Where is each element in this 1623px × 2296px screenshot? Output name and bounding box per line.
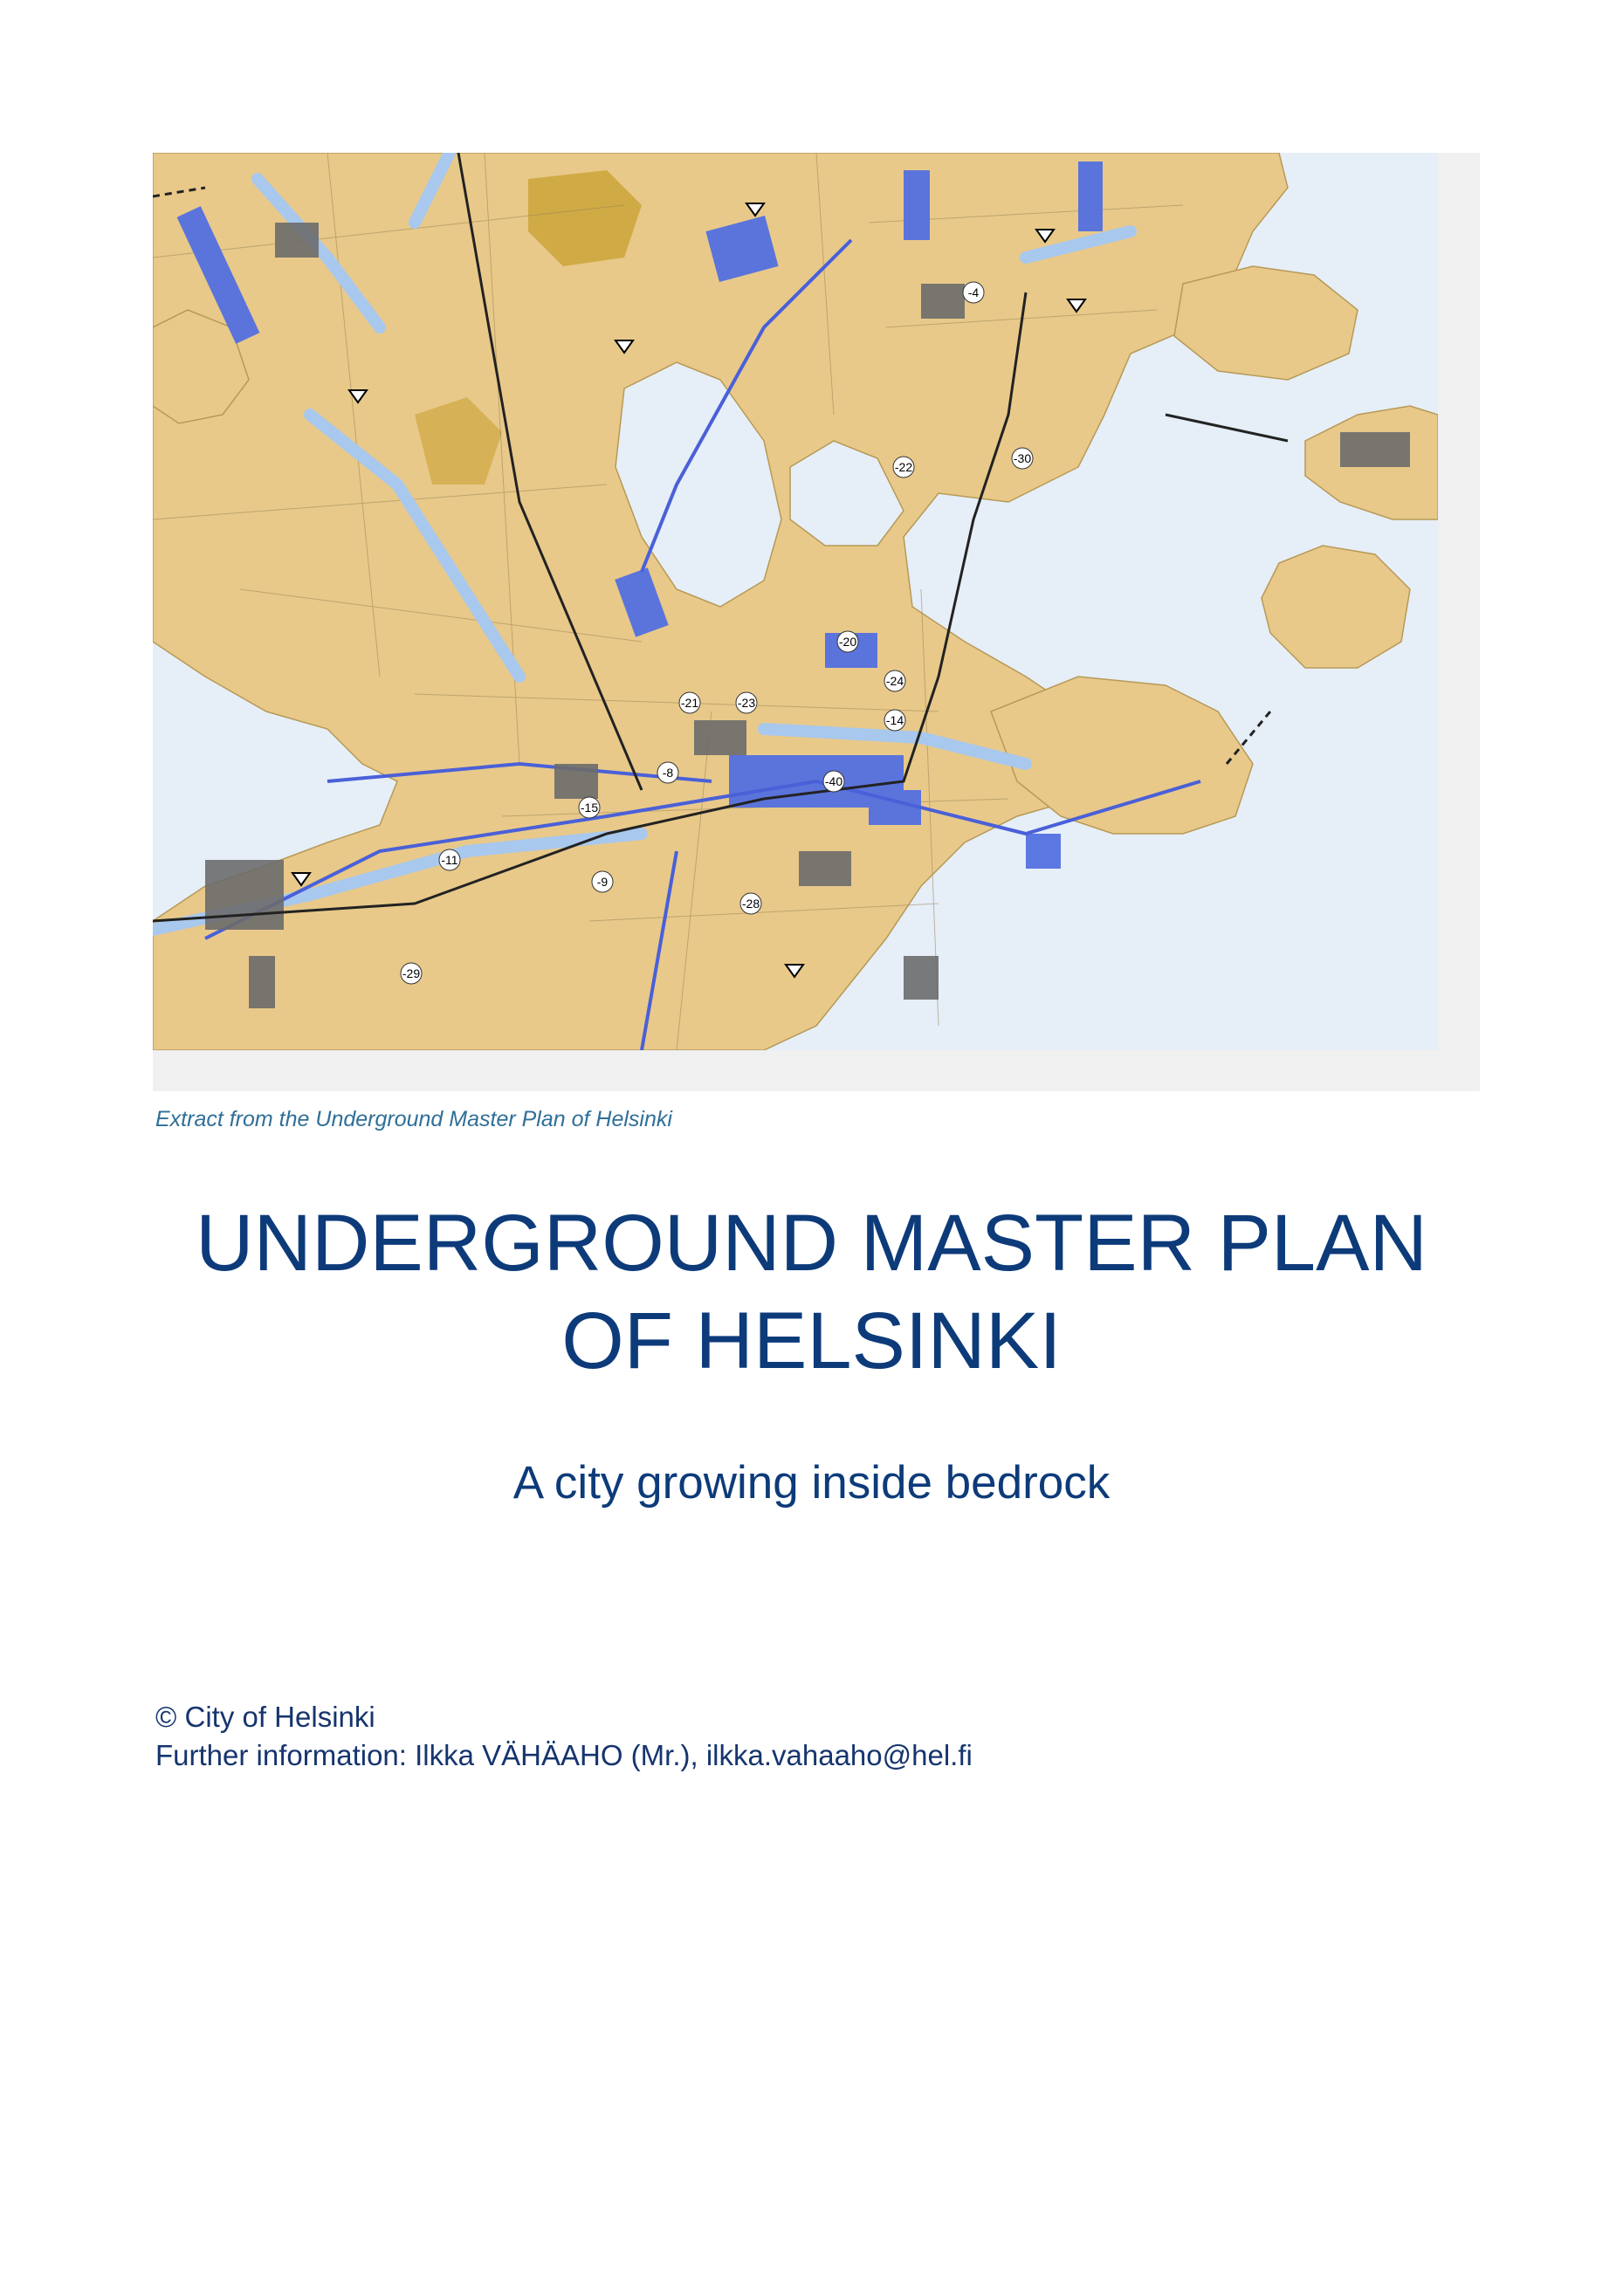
depth-label: -8 <box>662 766 674 780</box>
document-title <box>0 1194 1623 1390</box>
depth-label: -22 <box>894 460 913 474</box>
depth-label: -9 <box>596 875 609 889</box>
underground-map-image <box>153 153 1438 1050</box>
depth-label: -15 <box>580 801 599 815</box>
depth-label: -23 <box>737 696 756 710</box>
depth-label: -20 <box>838 635 857 649</box>
document-subtitle: A city growing inside bedrock <box>512 1457 1111 1509</box>
depth-label: -14 <box>885 713 904 727</box>
depth-label: -29 <box>402 966 421 980</box>
copyright-text: © City of Helsinki <box>155 1701 375 1733</box>
map-figure <box>153 153 1480 1091</box>
depth-label: -11 <box>441 853 458 867</box>
title-line-1: UNDERGROUND MASTER PLAN <box>196 1199 1427 1288</box>
footer-block <box>155 1698 973 1775</box>
title-line-2: OF HELSINKI <box>561 1296 1062 1385</box>
map-caption: Extract from the Underground Master Plan of Helsinki <box>155 1107 672 1131</box>
depth-label: -30 <box>1013 451 1032 465</box>
depth-label: -24 <box>885 674 904 688</box>
depth-label: -28 <box>741 897 760 911</box>
depth-label: -40 <box>824 774 843 788</box>
contact-info: Further information: Ilkka VÄHÄAHO (Mr.), ilkka.vahaaho@hel.fi <box>155 1739 973 1771</box>
depth-label: -4 <box>967 285 980 299</box>
depth-label: -21 <box>680 696 699 710</box>
